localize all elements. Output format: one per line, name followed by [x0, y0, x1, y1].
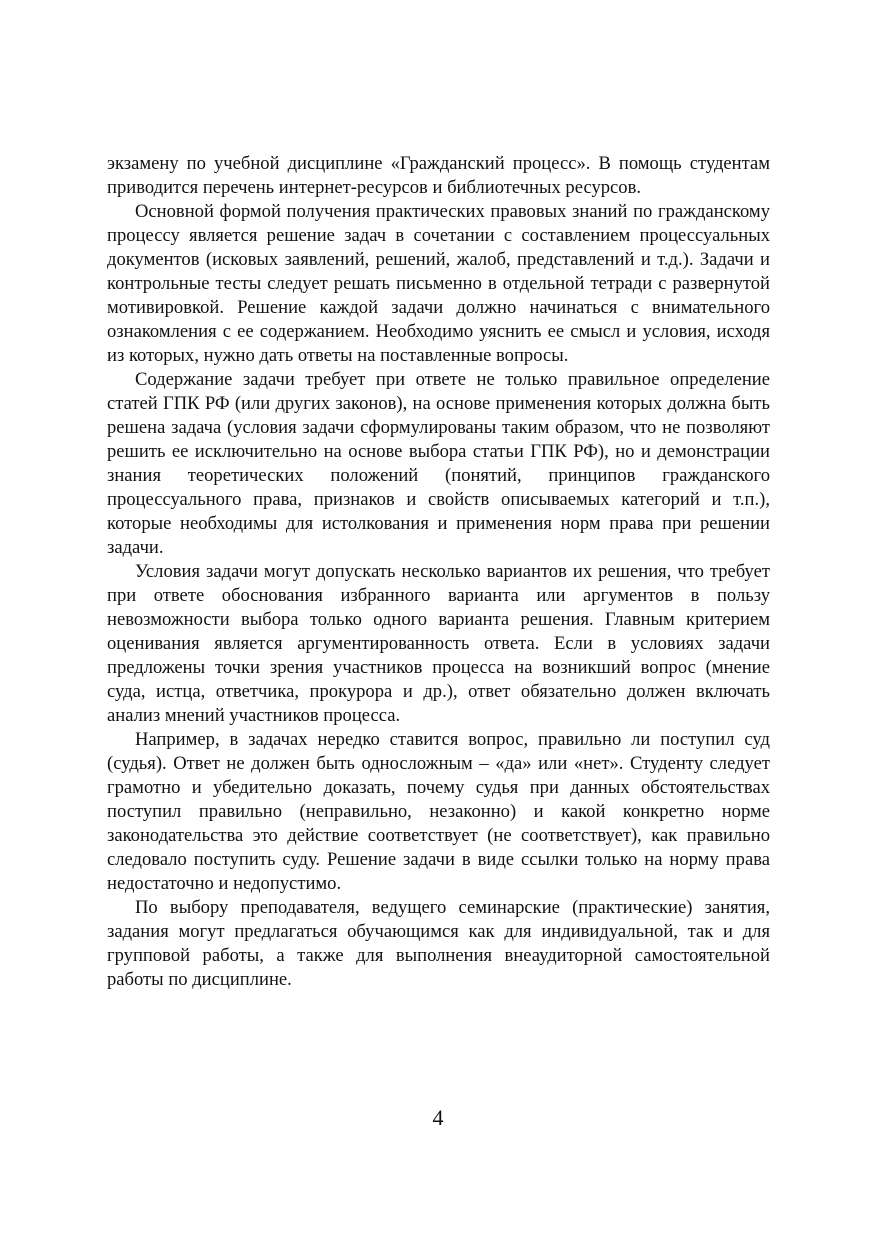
- paragraph-continued: экзамену по учебной дисциплине «Гражданский процесс». В помощь студентам приводится перечень интернет-ресурсов и библиотечных ресурсов.: [107, 153, 770, 198]
- paragraph: Содержание задачи требует при ответе не только правильное определение статей ГПК РФ (или других законов), на основе применения которых должна быть решена задача (условия задачи сформулированы таким образом, что не позволяют решить ее исключительно на основе выбора статьи ГПК РФ), но и демонстрации знания теоретических положений (понятий, принципов гражданского процессуального права, признаков и свойств описываемых категорий и т.п.), которые необходимы для истолкования и применения норм права при решении задачи.: [107, 369, 770, 558]
- body-text: [107, 152, 770, 992]
- paragraph: Например, в задачах нередко ставится вопрос, правильно ли поступил суд (судья). Ответ не должен быть односложным – «да» или «нет». Студенту следует грамотно и убедительно доказать, почему судья при данных обстоятельствах поступил правильно (неправильно, незаконно) и какой конкретно норме законодательства это действие соответствует (не соответствует), как правильно следовало поступить суду. Решение задачи в виде ссылки только на норму права недостаточно и недопустимо.: [107, 729, 770, 894]
- paragraph: Условия задачи могут допускать несколько вариантов их решения, что требует при ответе обоснования избранного варианта или аргументов в пользу невозможности выбора только одного варианта решения. Главным критерием оценивания является аргументированность ответа. Если в условиях задачи предложены точки зрения участников процесса на возникший вопрос (мнение суда, истца, ответчика, прокурора и др.), ответ обязательно должен включать анализ мнений участников процесса.: [107, 561, 770, 726]
- paragraph: По выбору преподавателя, ведущего семинарские (практические) занятия, задания могут предлагаться обучающимся как для индивидуальной, так и для групповой работы, а также для выполнения внеаудиторной самостоятельной работы по дисциплине.: [107, 897, 770, 990]
- page-number: 4: [432, 1105, 444, 1130]
- paragraph: Основной формой получения практических правовых знаний по гражданскому процессу является решение задач в сочетании с составлением процессуальных документов (исковых заявлений, решений, жалоб, представлений и т.д.). Задачи и контрольные тесты следует решать письменно в отдельной тетради с развернутой мотивировкой. Решение каждой задачи должно начинаться с внимательного ознакомления с ее содержанием. Необходимо уяснить ее смысл и условия, исходя из которых, нужно дать ответы на поставленные вопросы.: [107, 201, 770, 366]
